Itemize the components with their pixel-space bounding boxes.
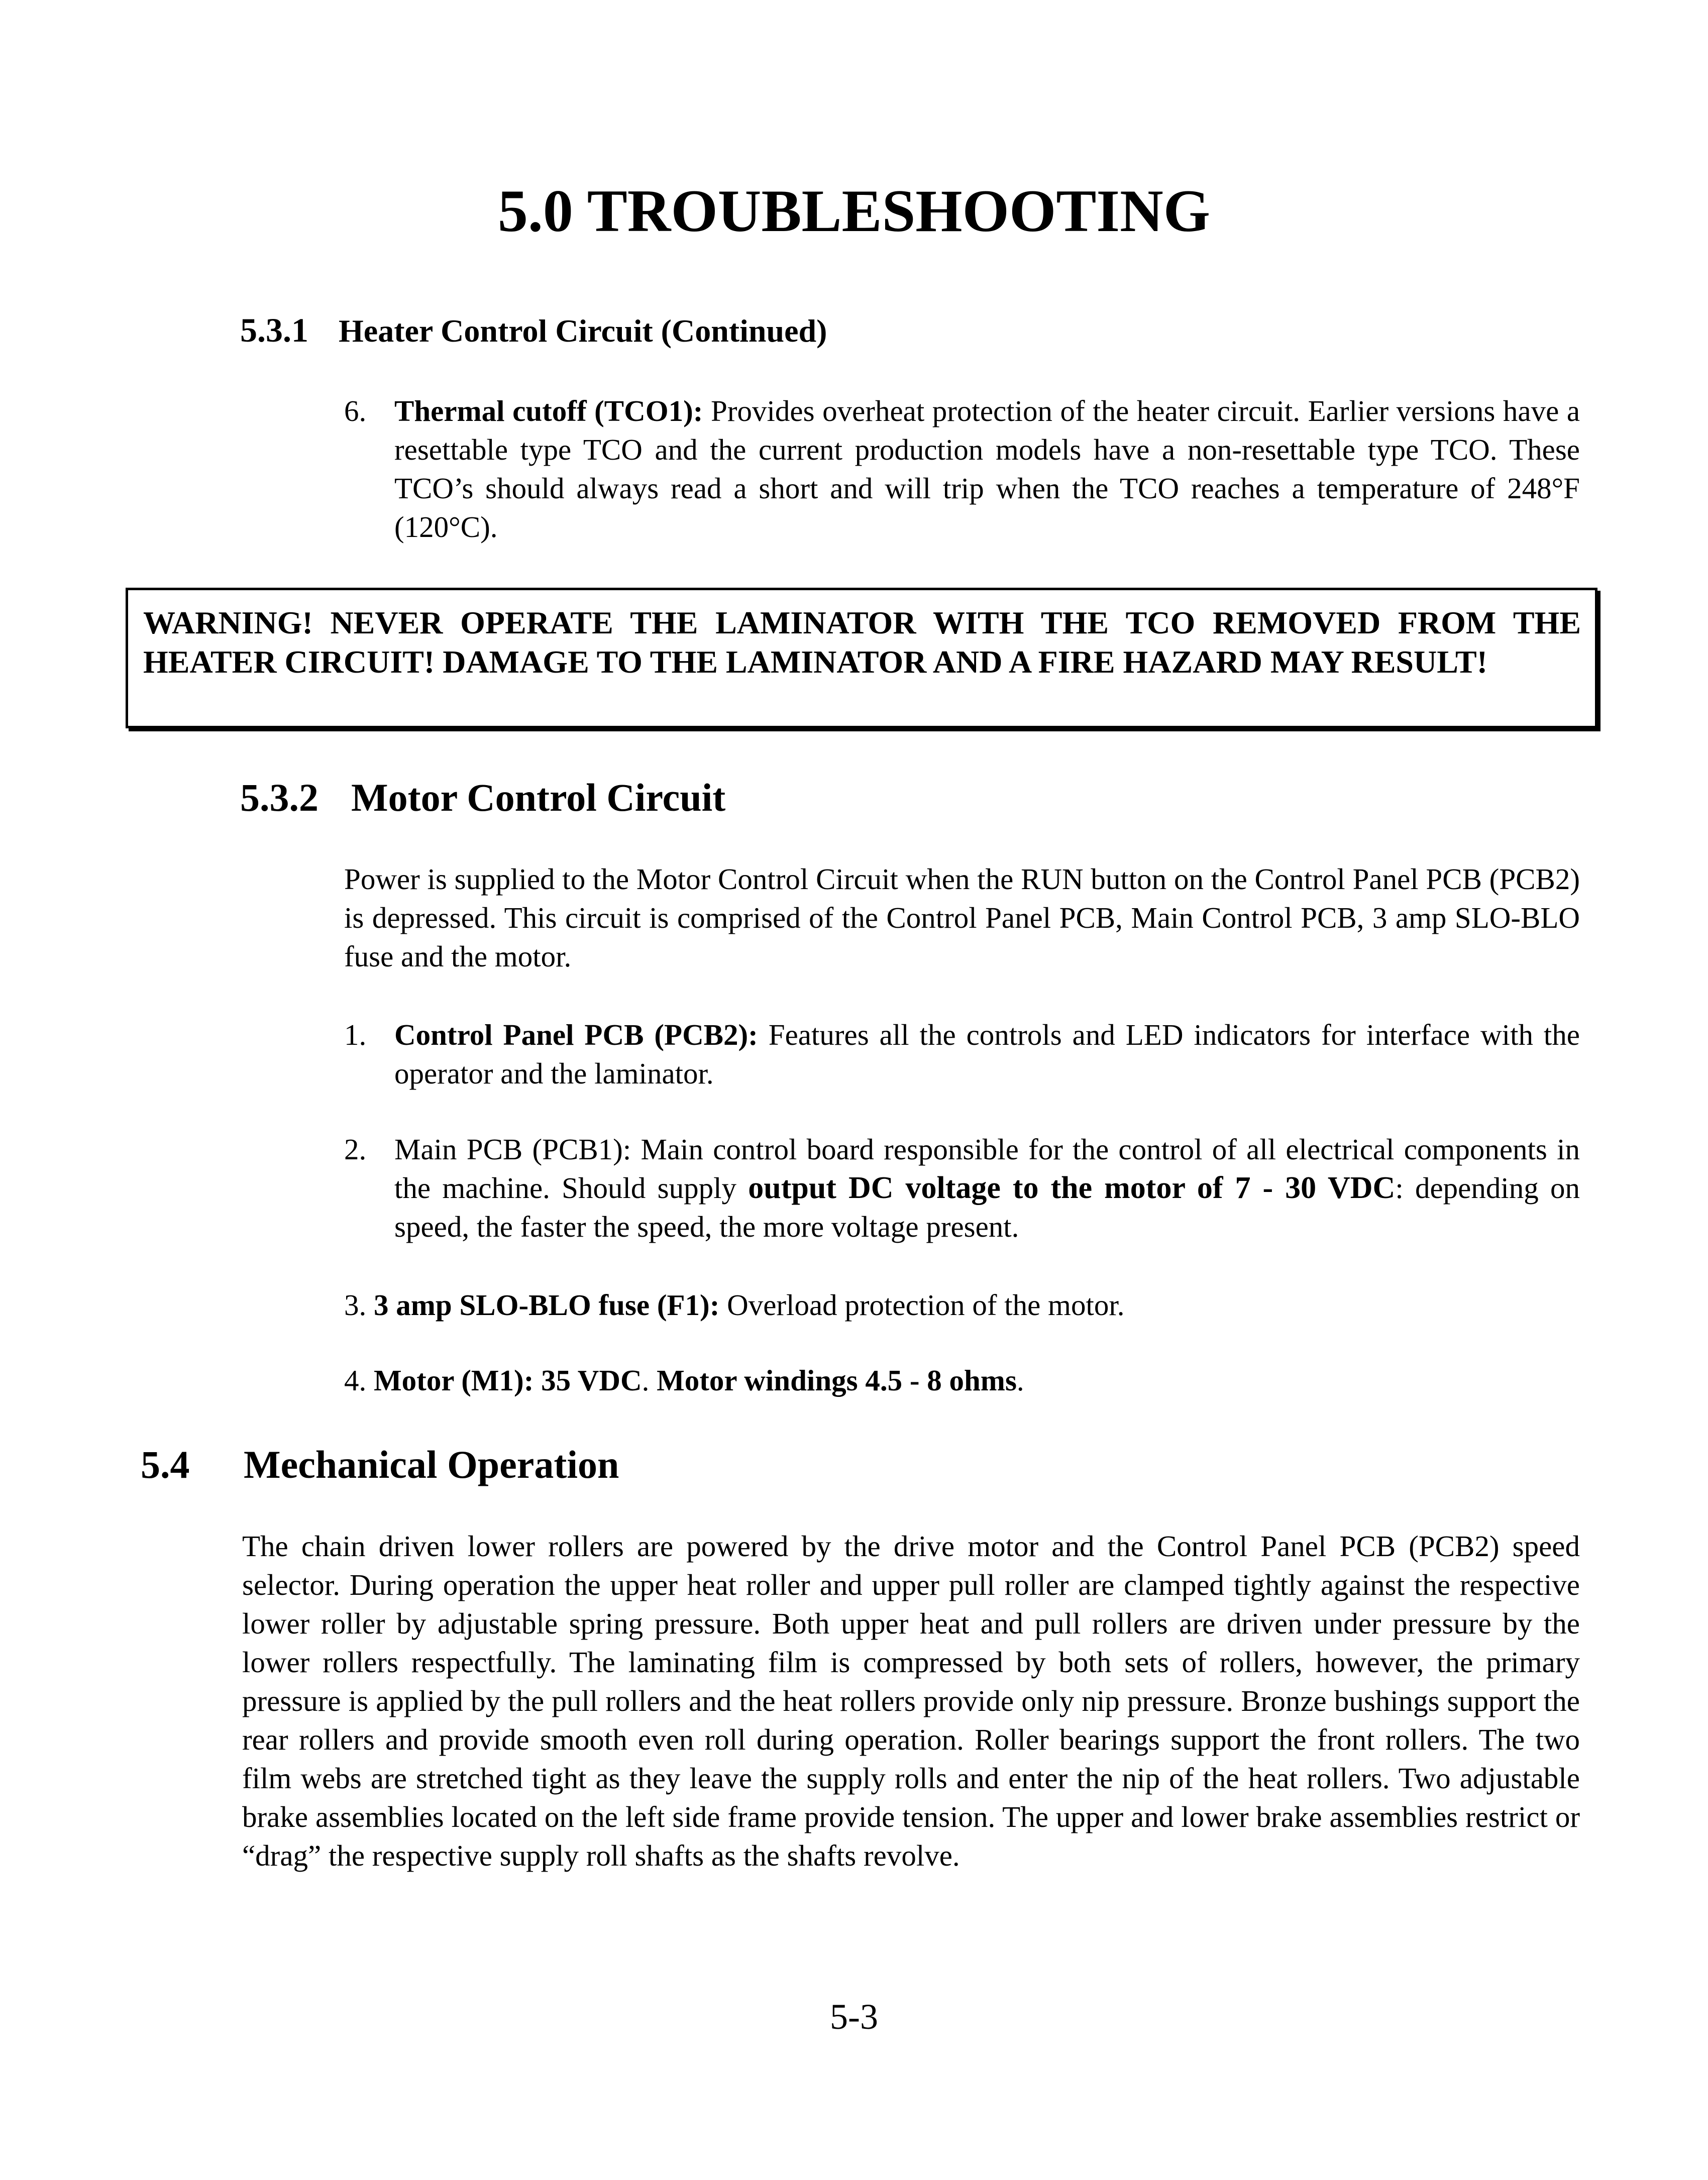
list-marker: 4. xyxy=(344,1364,367,1397)
section-number: 5.4 xyxy=(141,1443,190,1486)
list-item-3 xyxy=(344,1286,1580,1325)
list-marker: 3. xyxy=(344,1288,367,1322)
item-text-continued: : depending on speed, the faster the speed, the more voltage present. xyxy=(394,1171,1580,1243)
warning-box: WARNING! NEVER OPERATE THE LAMINATOR WITH THE TCO REMOVED FROM THE HEATER CIRCUIT! DAMAGE TO THE LAMINATOR AND A FIRE HAZARD MAY RESULT! xyxy=(126,588,1597,728)
list-item-1 xyxy=(344,1016,1580,1093)
section-title: Motor Control Circuit xyxy=(351,776,726,819)
list-marker: 6. xyxy=(344,394,367,427)
section-heading-5-4 xyxy=(141,1440,619,1490)
section-number: 5.3.2 xyxy=(240,776,318,819)
list-marker: 1. xyxy=(344,1018,367,1051)
section-intro: Power is supplied to the Motor Control Circuit when the RUN button on the Control Panel PCB (PCB2) is depressed. This circuit is comprised of the Control Panel PCB, Main Control PCB, 3 amp SLO-BLO fuse and the motor. xyxy=(344,862,1580,973)
item-emphasis: output DC voltage to the motor of 7 - 30 VDC xyxy=(748,1171,1396,1205)
item-text: Overload protection of the motor. xyxy=(727,1288,1125,1322)
section-heading-5-3-1 xyxy=(240,307,827,354)
item-end: . xyxy=(1016,1364,1024,1397)
list-marker: 2. xyxy=(344,1133,367,1166)
list-item-6 xyxy=(344,392,1580,547)
section-heading-5-3-2 xyxy=(240,773,725,823)
list-item-2 xyxy=(344,1130,1580,1246)
page-title: 5.0 TROUBLESHOOTING xyxy=(497,177,1211,244)
section-title: Mechanical Operation xyxy=(244,1443,619,1486)
item-term: Thermal cutoff (TCO1): xyxy=(394,394,703,427)
item-term: Motor (M1): 35 VDC xyxy=(374,1364,642,1397)
section-title: Heater Control Circuit (Continued) xyxy=(339,313,827,349)
item-term: 3 amp SLO-BLO fuse (F1): xyxy=(374,1288,720,1322)
list-item-4 xyxy=(344,1361,1580,1400)
page-number: 5-3 xyxy=(830,1997,878,2037)
item-separator: . xyxy=(642,1364,650,1397)
item-text: Main PCB (PCB1): Main control board responsible for the control of all electrical components in the machine. Should supply xyxy=(394,1133,1580,1205)
section-body: The chain driven lower rollers are powered by the drive motor and the Control Panel PCB (PCB2) speed selector. During operation the upper heat roller and upper pull roller are clamped tightly against the respective lower roller by adjustable spring pressure. Both upper heat and pull rollers are driven under pressure by the lower rollers respectfully. The laminating film is compressed by both sets of rollers, however, the primary pressure is applied by the pull rollers and the heat rollers provide only nip pressure. Bronze bushings support the rear rollers and provide smooth even roll during operation. Roller bearings support the front rollers. The two film webs are stretched tight as they leave the supply rolls and enter the nip of the heat rollers. Two adjustable brake assemblies located on the left side frame provide tension. The upper and lower brake assemblies restrict or “drag” the respective supply roll shafts as the shafts revolve. xyxy=(242,1530,1580,1872)
section-number: 5.3.1 xyxy=(240,311,308,349)
item-term: Control Panel PCB (PCB2): xyxy=(394,1018,758,1051)
item-text: Provides overheat protection of the heater circuit. Earlier versions have a resettable type TCO and the current production models have a non-resettable type TCO. These TCO’s should always read a short and will trip when the TCO reaches a temperature of 248°F (120°C). xyxy=(394,394,1580,543)
item-text: Features all the controls and LED indicators for interface with the operator and the laminator. xyxy=(394,1018,1580,1090)
item-emphasis: Motor windings 4.5 - 8 ohms xyxy=(657,1364,1017,1397)
